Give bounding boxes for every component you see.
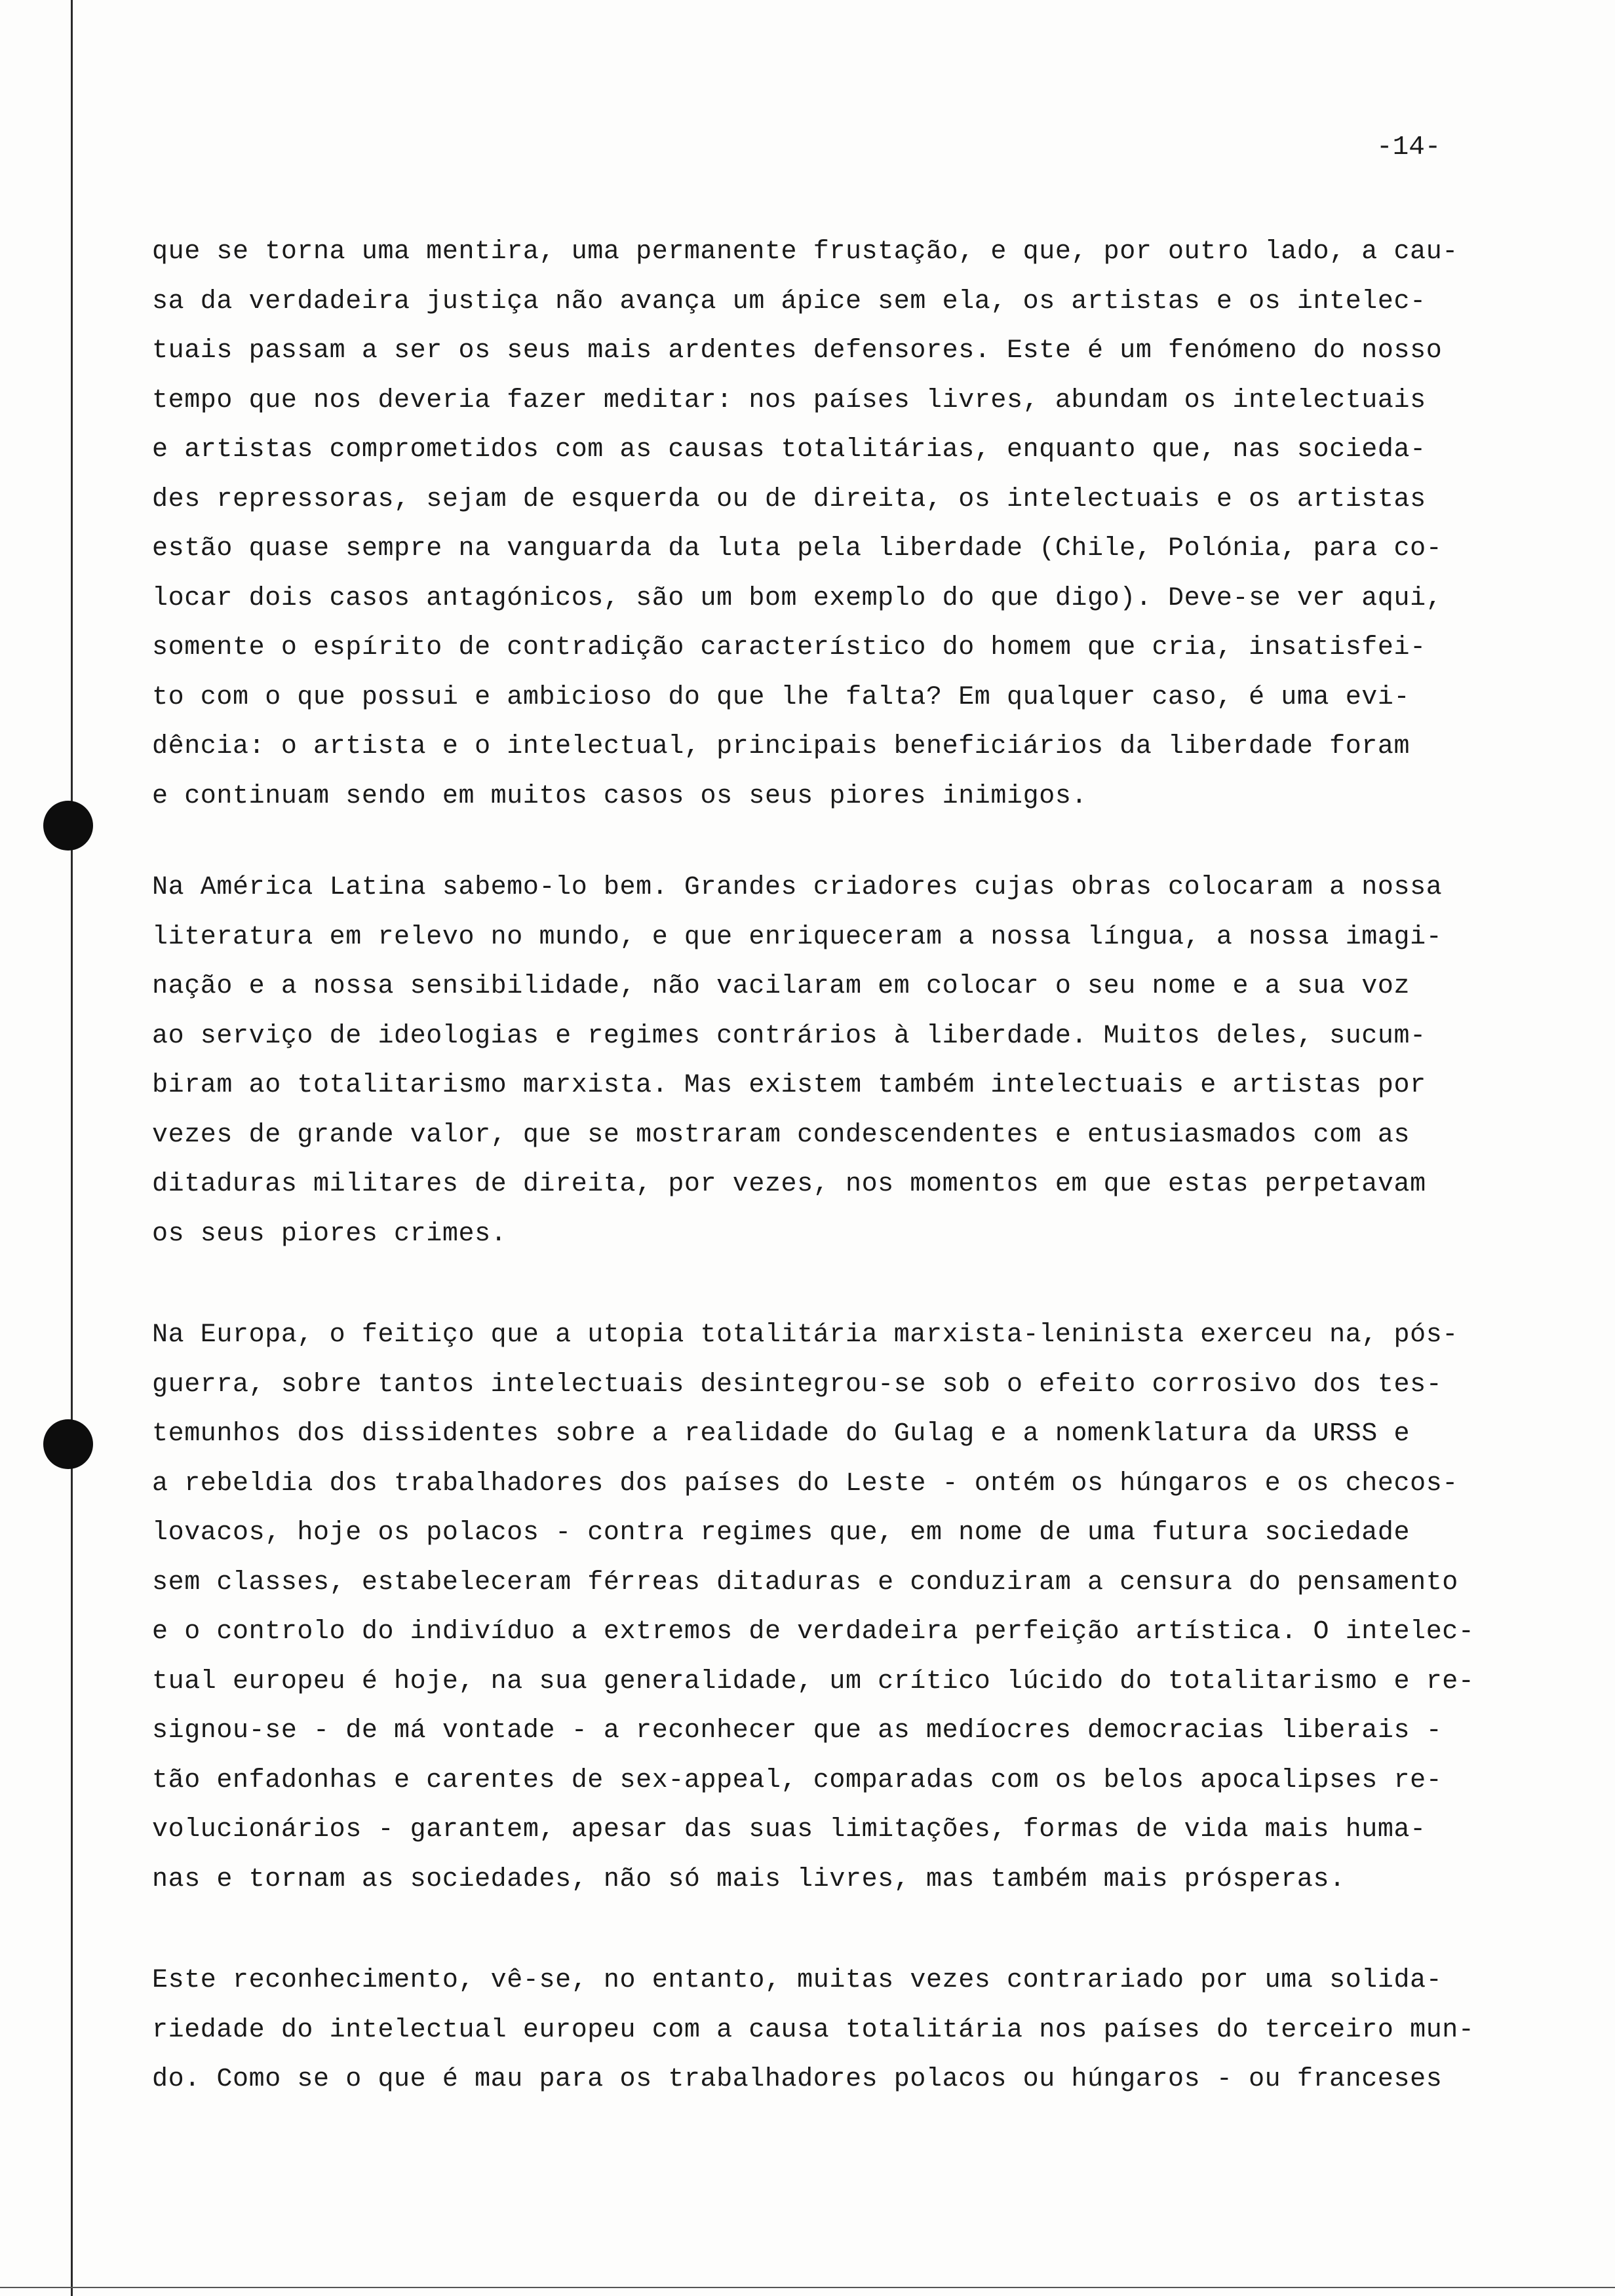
text-line: guerra, sobre tantos intelectuais desintegrou-se sob o efeito corrosivo dos tes- [152,1369,1443,1400]
page-number: -14- [1376,132,1441,163]
text-line: tual europeu é hoje, na sua generalidade, um crítico lúcido do totalitarismo e re- [152,1666,1475,1696]
text-line: Na Europa, o feitiço que a utopia totalitária marxista-leninista exerceu na, pós- [152,1320,1458,1350]
text-line: os seus piores crimes. [152,1219,507,1249]
text-line: nação e a nossa sensibilidade, não vacilaram em colocar o seu nome e a sua voz [152,972,1411,1001]
text-line: ao serviço de ideologias e regimes contrários à liberdade. Muitos deles, sucum- [152,1021,1426,1051]
text-line: tempo que nos deveria fazer meditar: nos países livres, abundam os intelectuais [152,385,1426,415]
text-line: biram ao totalitarismo marxista. Mas existem também intelectuais e artistas por [152,1071,1426,1100]
paragraph-4 [152,1956,1528,2105]
paragraph-3 [152,1311,1528,1904]
text-line: ditaduras militares de direita, por vezes, nos momentos em que estas perpetavam [152,1170,1426,1199]
text-line: sa da verdadeira justiça não avança um ápice sem ela, os artistas e os intelec- [152,286,1426,316]
text-line: vezes de grande valor, que se mostraram condescendentes e entusiasmados com as [152,1120,1411,1150]
text-line: sem classes, estabeleceram férreas ditaduras e conduziram a censura do pensamento [152,1567,1458,1598]
paragraph-2 [152,863,1528,1259]
text-line: lovacos, hoje os polacos - contra regimes que, em nome de uma futura sociedade [152,1518,1411,1548]
text-line: des repressoras, sejam de esquerda ou de direita, os intelectuais e os artistas [152,484,1426,514]
text-line: signou-se - de má vontade - a reconhecer que as medíocres democracias liberais - [152,1716,1443,1746]
text-line: e continuam sendo em muitos casos os seus piores inimigos. [152,781,1088,811]
text-line: volucionários - garantem, apesar das suas limitações, formas de vida mais huma- [152,1815,1426,1845]
text-line: e o controlo do indivíduo a extremos de verdadeira perfeição artística. O intelec- [152,1617,1475,1647]
text-line: riedade do intelectual europeu com a causa totalitária nos países do terceiro mun- [152,2015,1475,2045]
text-line: temunhos dos dissidentes sobre a realidade do Gulag e a nomenklatura da URSS e [152,1419,1411,1449]
text-line: locar dois casos antagónicos, são um bom exemplo do que digo). Deve-se ver aqui, [152,583,1443,613]
paragraph-1 [152,227,1528,821]
text-line: do. Como se o que é mau para os trabalhadores polacos ou húngaros - ou franceses [152,2065,1443,2094]
text-line: Na América Latina sabemo-lo bem. Grandes criadores cujas obras colocaram a nossa [152,873,1443,902]
text-line: literatura em relevo no mundo, e que enriqueceram a nossa língua, a nossa imagi- [152,922,1443,952]
bottom-edge-rule [0,2287,1615,2288]
text-line: tuais passam a ser os seus mais ardentes defensores. Este é um fenómeno do nosso [152,336,1443,366]
text-line: tão enfadonhas e carentes de sex-appeal, comparadas com os belos apocalipses re- [152,1765,1443,1795]
punch-hole-top [43,801,93,851]
punch-hole-bottom [43,1419,93,1469]
text-line: to com o que possui e ambicioso do que lhe falta? Em qualquer caso, é uma evi- [152,682,1411,712]
text-line: Este reconhecimento, vê-se, no entanto, muitas vezes contrariado por uma solida- [152,1966,1443,1995]
text-line: e artistas comprometidos com as causas totalitárias, enquanto que, nas socieda- [152,435,1426,465]
text-line: somente o espírito de contradição característico do homem que cria, insatisfei- [152,633,1426,662]
text-line: nas e tornam as sociedades, não só mais livres, mas também mais prósperas. [152,1864,1346,1894]
text-line: estão quase sempre na vanguarda da luta pela liberdade (Chile, Polónia, para co- [152,534,1443,564]
left-margin-rule [71,0,73,2296]
text-line: dência: o artista e o intelectual, principais beneficiários da liberdade foram [152,732,1411,761]
text-line: que se torna uma mentira, uma permanente frustação, e que, por outro lado, a cau- [152,237,1458,267]
text-line: a rebeldia dos trabalhadores dos países do Leste - ontém os húngaros e os checos- [152,1468,1458,1499]
